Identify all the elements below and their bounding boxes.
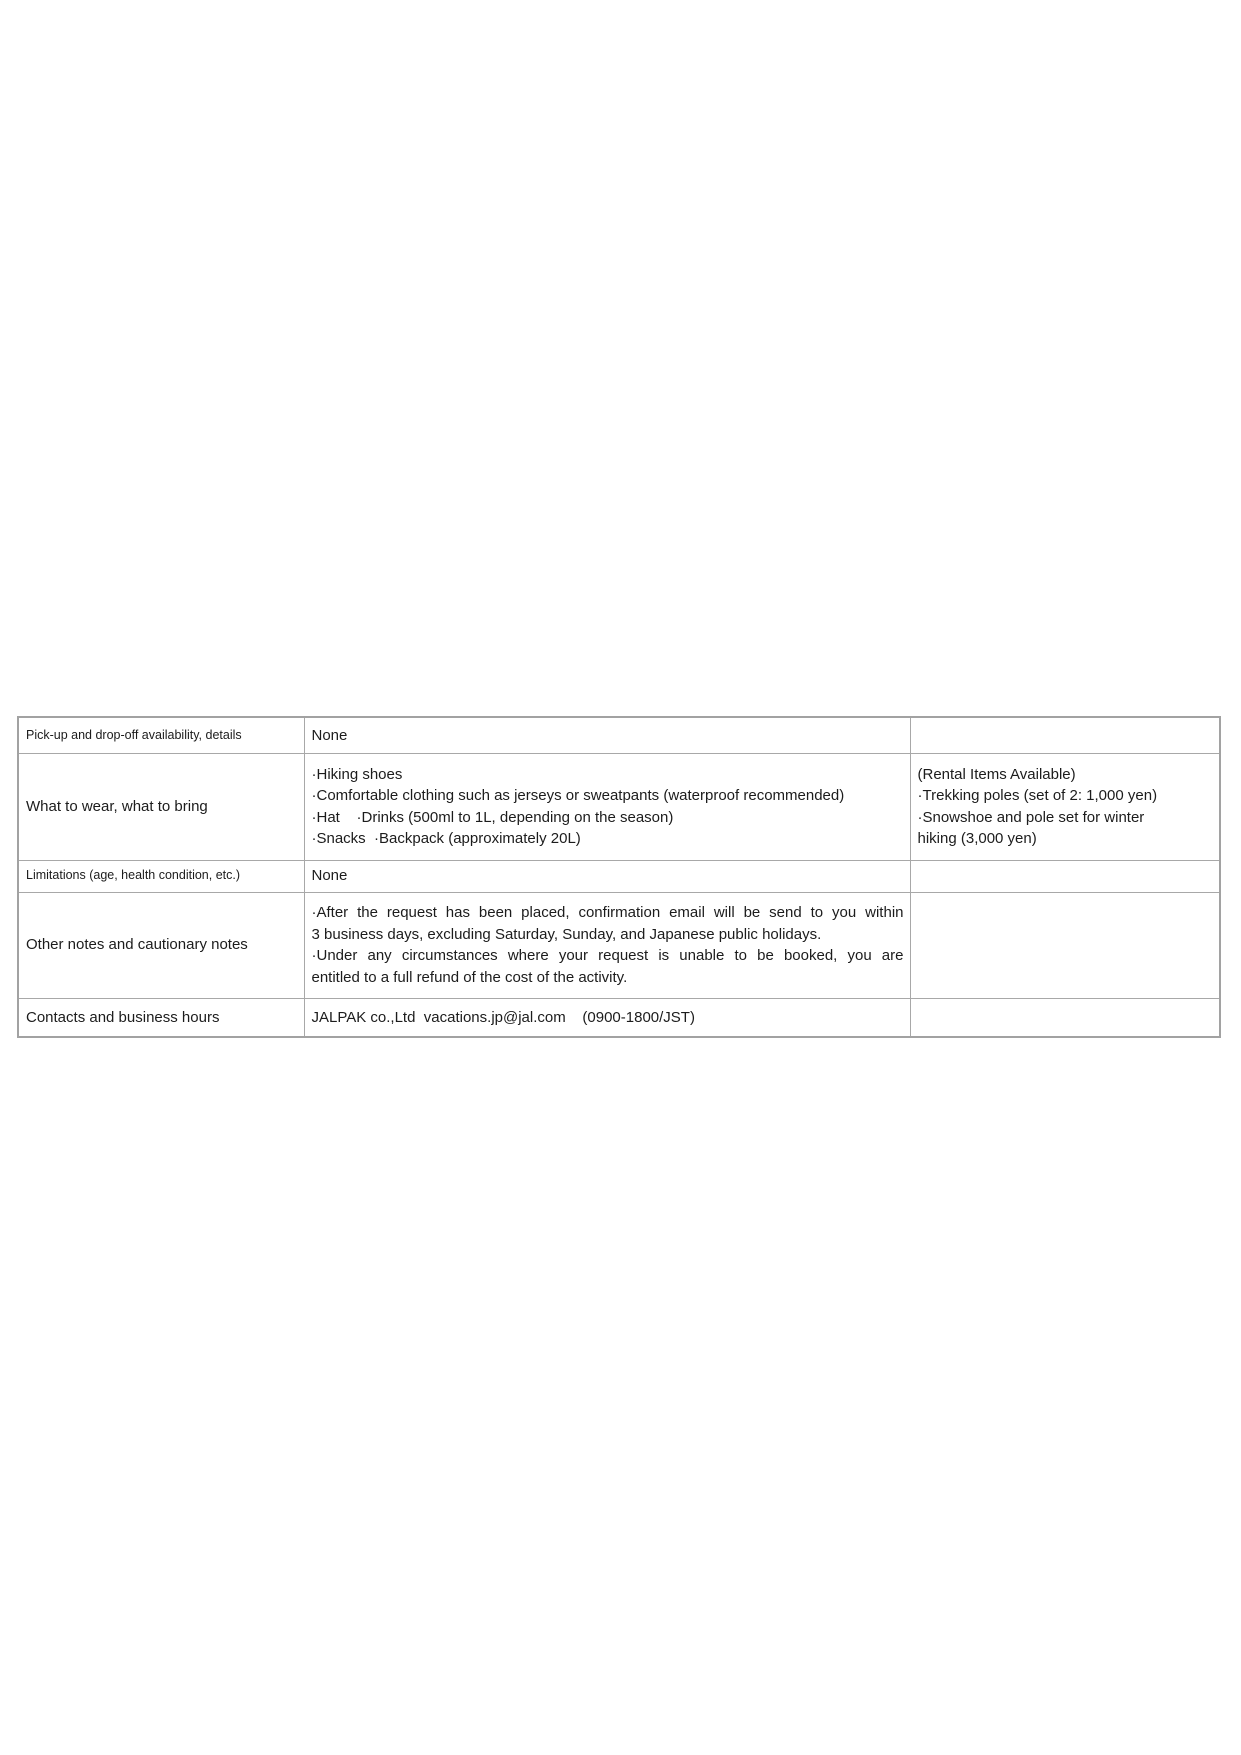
- table-row-pickup-dropoff: [18, 717, 1220, 753]
- wear-line-clothing: ·Comfortable clothing such as jerseys or sweatpants (waterproof recommended): [311, 787, 845, 804]
- table-row-limitations: [18, 860, 1220, 892]
- row-label-other-notes: Other notes and cautionary notes: [18, 892, 304, 998]
- row-extra-contacts: [910, 998, 1220, 1037]
- rental-line-title: (Rental Items Available): [917, 765, 1076, 783]
- row-extra-pickup-dropoff: [910, 717, 1220, 753]
- row-label-what-to-wear: What to wear, what to bring: [18, 753, 304, 860]
- notes-line-confirmation-2: 3 business days, excluding Saturday, Sunday, and Japanese public holidays.: [311, 925, 822, 943]
- row-extra-limitations: [910, 860, 1220, 892]
- row-value-limitations: None: [304, 860, 910, 892]
- wear-line-hat-drinks: ·Hat ·Drinks (500ml to 1L, depending on the season): [311, 808, 674, 826]
- row-label-pickup-dropoff: Pick-up and drop-off availability, details: [18, 717, 304, 753]
- rental-line-snowshoe-cont: hiking (3,000 yen): [917, 830, 1037, 847]
- row-value-pickup-dropoff: None: [304, 717, 910, 753]
- row-value-contacts: JALPAK co.,Ltd vacations.jp@jal.com (0900-1800/JST): [304, 998, 910, 1037]
- wear-line-hiking-shoes: ·Hiking shoes: [311, 765, 403, 783]
- notes-line-refund-1: ·Under any circumstances where your request is unable to be booked, you are: [311, 947, 904, 964]
- table-row-what-to-wear: [18, 753, 1220, 860]
- rental-line-snowshoe: ·Snowshoe and pole set for winter: [917, 808, 1145, 826]
- row-extra-rental-items: [910, 753, 1220, 860]
- row-label-contacts: Contacts and business hours: [18, 998, 304, 1037]
- table-row-other-notes: [18, 892, 1220, 998]
- activity-details-table: [17, 716, 1221, 1038]
- rental-line-trekking-poles: ·Trekking poles (set of 2: 1,000 yen): [917, 787, 1158, 804]
- table-row-contacts: [18, 998, 1220, 1037]
- wear-line-snacks-backpack: ·Snacks ·Backpack (approximately 20L): [311, 830, 581, 847]
- row-value-other-notes: [304, 892, 910, 998]
- notes-line-confirmation-1: ·After the request has been placed, confirmation email will be send to you within: [311, 904, 904, 921]
- row-value-what-to-wear: [304, 753, 910, 860]
- row-extra-other-notes: [910, 892, 1220, 998]
- notes-line-refund-2: entitled to a full refund of the cost of the activity.: [311, 968, 628, 986]
- row-label-limitations: Limitations (age, health condition, etc.): [18, 860, 304, 892]
